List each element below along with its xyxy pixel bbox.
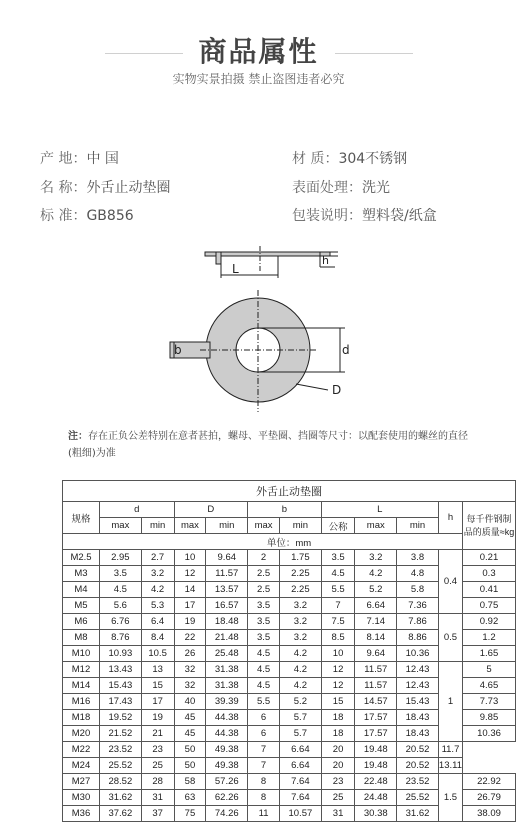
value-cell: 4.2: [141, 582, 174, 598]
value-cell: 0.21: [463, 550, 516, 566]
header-spec: 规格: [63, 502, 100, 534]
value-cell: 3.5: [248, 614, 280, 630]
value-cell: 0.41: [463, 582, 516, 598]
value-cell: 10: [321, 646, 355, 662]
value-cell: 58: [174, 774, 206, 790]
spec-table: [62, 480, 516, 822]
value-cell: 20: [321, 758, 355, 774]
value-cell: 17.57: [355, 726, 397, 742]
value-cell: 63: [174, 790, 206, 806]
spec-cell: M16: [63, 694, 100, 710]
value-cell: 20: [321, 742, 355, 758]
value-cell: 4.5: [248, 646, 280, 662]
value-cell: 2.25: [280, 582, 322, 598]
page-title: 商品属性: [198, 35, 319, 68]
value-cell: 18.48: [206, 614, 248, 630]
value-cell: 31.62: [100, 790, 142, 806]
value-cell: 1.2: [463, 630, 516, 646]
value-cell: 12: [174, 566, 206, 582]
value-cell: 3.5: [248, 630, 280, 646]
value-cell: 7: [248, 742, 280, 758]
subheader: max: [174, 518, 206, 534]
value-cell: 44.38: [206, 726, 248, 742]
value-cell: 26.79: [463, 790, 516, 806]
value-cell: 32: [174, 662, 206, 678]
value-cell: 20.52: [397, 758, 439, 774]
header-b: b: [248, 502, 322, 518]
value-cell: 57.26: [206, 774, 248, 790]
value-cell: 12.43: [397, 662, 439, 678]
value-cell: 7: [248, 758, 280, 774]
value-cell: 7.36: [397, 598, 439, 614]
value-cell: 10.36: [397, 646, 439, 662]
value-cell: 14.57: [355, 694, 397, 710]
value-cell: 24.48: [355, 790, 397, 806]
value-cell: 5.6: [100, 598, 142, 614]
attr-label: 表面处理：: [292, 180, 362, 196]
value-cell: 22.48: [355, 774, 397, 790]
value-cell: 8: [248, 774, 280, 790]
spec-cell: M4: [63, 582, 100, 598]
value-cell: 22.92: [463, 774, 516, 790]
value-cell: 4.2: [280, 678, 322, 694]
attr-origin: [40, 148, 119, 168]
label-b: b: [174, 343, 182, 357]
value-cell: 5.7: [280, 726, 322, 742]
value-cell: 22: [174, 630, 206, 646]
value-cell: 11.57: [206, 566, 248, 582]
value-cell: 19: [141, 710, 174, 726]
value-cell: 9.85: [463, 710, 516, 726]
value-cell: 20.52: [397, 742, 439, 758]
subheader: max: [248, 518, 280, 534]
value-cell: 8.86: [397, 630, 439, 646]
value-cell: 14: [174, 582, 206, 598]
subheader: min: [397, 518, 439, 534]
value-cell: 5.2: [280, 694, 322, 710]
value-cell: 17: [141, 694, 174, 710]
attr-value: 中 国: [86, 151, 119, 167]
attr-label: 名 称：: [40, 180, 87, 196]
value-cell: 10: [174, 550, 206, 566]
subheader: 公称: [321, 518, 355, 534]
value-cell: 5.5: [248, 694, 280, 710]
value-cell: 3.2: [280, 614, 322, 630]
value-cell: 4.5: [248, 678, 280, 694]
value-cell: 18: [321, 710, 355, 726]
value-cell: 2.7: [141, 550, 174, 566]
attr-value: 304不锈钢: [338, 151, 408, 167]
value-cell: 16.57: [206, 598, 248, 614]
spec-cell: M6: [63, 614, 100, 630]
spec-cell: M12: [63, 662, 100, 678]
attr-value: 外舌止动垫圈: [86, 180, 171, 196]
value-cell: 26: [174, 646, 206, 662]
value-cell: 45: [174, 710, 206, 726]
value-cell: 31.62: [397, 806, 439, 822]
spec-cell: M2.5: [63, 550, 100, 566]
value-cell: 1.75: [280, 550, 322, 566]
header-h: h: [438, 502, 462, 534]
table-row: [63, 550, 516, 566]
spec-cell: M10: [63, 646, 100, 662]
spec-cell: M8: [63, 630, 100, 646]
value-cell: 0.92: [463, 614, 516, 630]
value-cell: 4.65: [463, 678, 516, 694]
value-cell: 18: [321, 726, 355, 742]
label-h: h: [322, 254, 329, 267]
note-prefix: 注：: [68, 431, 88, 442]
value-cell: 17.43: [100, 694, 142, 710]
value-cell: 1.65: [463, 646, 516, 662]
value-cell: 6.76: [100, 614, 142, 630]
value-cell: 11.7: [438, 742, 462, 758]
value-cell: 7.64: [280, 774, 322, 790]
value-cell: 6.4: [141, 614, 174, 630]
attr-value: 塑料袋/纸盒: [362, 208, 437, 224]
value-cell: 21.52: [100, 726, 142, 742]
value-cell: 17: [174, 598, 206, 614]
value-cell: 15: [141, 678, 174, 694]
spec-cell: M14: [63, 678, 100, 694]
value-cell: 28: [141, 774, 174, 790]
value-cell: 2.25: [280, 566, 322, 582]
value-cell: 11.57: [355, 678, 397, 694]
value-cell: 7.5: [321, 614, 355, 630]
spec-cell: M36: [63, 806, 100, 822]
value-cell: 31.38: [206, 678, 248, 694]
value-cell: 5.7: [280, 710, 322, 726]
value-cell: 3.2: [141, 566, 174, 582]
value-cell: 5: [463, 662, 516, 678]
value-cell: 49.38: [206, 758, 248, 774]
h-value-cell: 0.5: [438, 614, 462, 662]
value-cell: 30.38: [355, 806, 397, 822]
attr-value: 洗光: [362, 180, 390, 196]
value-cell: 28.52: [100, 774, 142, 790]
spec-table-body: [63, 550, 516, 822]
washer-side-view: [205, 252, 330, 256]
value-cell: 15: [321, 694, 355, 710]
value-cell: 37: [141, 806, 174, 822]
value-cell: 9.64: [206, 550, 248, 566]
subheader: min: [141, 518, 174, 534]
header-D: D: [174, 502, 248, 518]
value-cell: 12: [321, 662, 355, 678]
h-value-cell: 0.4: [438, 550, 462, 614]
subheader: min: [206, 518, 248, 534]
spec-cell: M27: [63, 774, 100, 790]
value-cell: 44.38: [206, 710, 248, 726]
value-cell: 8.14: [355, 630, 397, 646]
value-cell: 9.64: [355, 646, 397, 662]
value-cell: 6.64: [280, 758, 322, 774]
value-cell: 11.57: [355, 662, 397, 678]
value-cell: 31: [141, 790, 174, 806]
value-cell: 2.5: [248, 582, 280, 598]
value-cell: 74.26: [206, 806, 248, 822]
value-cell: 3.8: [397, 550, 439, 566]
value-cell: 2: [248, 550, 280, 566]
value-cell: 37.62: [100, 806, 142, 822]
h-value-cell: 1.5: [438, 774, 462, 822]
table-caption: 外舌止动垫圈: [63, 481, 516, 502]
value-cell: 4.2: [280, 646, 322, 662]
value-cell: 8.4: [141, 630, 174, 646]
page-subtitle: 实物实景拍摄 禁止盗图违者必究: [172, 72, 345, 86]
attr-label: 包装说明：: [292, 208, 362, 224]
value-cell: 13.57: [206, 582, 248, 598]
attr-label: 标 准：: [40, 208, 87, 224]
spec-cell: M5: [63, 598, 100, 614]
value-cell: 18.43: [397, 726, 439, 742]
value-cell: 62.26: [206, 790, 248, 806]
value-cell: 19: [174, 614, 206, 630]
value-cell: 25.52: [397, 790, 439, 806]
value-cell: 19.52: [100, 710, 142, 726]
value-cell: 19.48: [355, 758, 397, 774]
value-cell: 4.2: [355, 566, 397, 582]
h-value-cell: 1: [438, 662, 462, 742]
value-cell: 7.86: [397, 614, 439, 630]
value-cell: 3.5: [248, 598, 280, 614]
value-cell: 4.8: [397, 566, 439, 582]
value-cell: 21.48: [206, 630, 248, 646]
value-cell: 25.52: [100, 758, 142, 774]
value-cell: 49.38: [206, 742, 248, 758]
note-text: [68, 428, 478, 462]
value-cell: 15.43: [397, 694, 439, 710]
note-body: 存在正负公差特别在意者甚拍，螺母、平垫圈、挡圈等尺寸：以配套使用的螺丝的直径(粗细)为准: [68, 431, 468, 459]
value-cell: 2.5: [248, 566, 280, 582]
value-cell: 7.64: [280, 790, 322, 806]
value-cell: 13.43: [100, 662, 142, 678]
value-cell: 32: [174, 678, 206, 694]
value-cell: 23: [141, 742, 174, 758]
value-cell: 4.5: [321, 566, 355, 582]
value-cell: 5.2: [355, 582, 397, 598]
spec-cell: M3: [63, 566, 100, 582]
value-cell: 12.43: [397, 678, 439, 694]
value-cell: 7.14: [355, 614, 397, 630]
value-cell: 17.57: [355, 710, 397, 726]
value-cell: 75: [174, 806, 206, 822]
value-cell: 3.2: [280, 630, 322, 646]
value-cell: 10.5: [141, 646, 174, 662]
header-L: L: [321, 502, 438, 518]
label-L: L: [232, 262, 239, 276]
value-cell: 23: [321, 774, 355, 790]
value-cell: 45: [174, 726, 206, 742]
value-cell: 3.2: [280, 598, 322, 614]
value-cell: 23.52: [397, 774, 439, 790]
value-cell: 4.5: [248, 662, 280, 678]
value-cell: 10.57: [280, 806, 322, 822]
value-cell: 8.76: [100, 630, 142, 646]
spec-cell: M24: [63, 758, 100, 774]
unit-label: 单位：mm: [63, 534, 516, 550]
value-cell: 0.75: [463, 598, 516, 614]
value-cell: 2.95: [100, 550, 142, 566]
value-cell: 25: [321, 790, 355, 806]
table-row: [63, 614, 516, 630]
value-cell: 6.64: [355, 598, 397, 614]
table-row: [63, 742, 516, 758]
value-cell: 50: [174, 758, 206, 774]
value-cell: 50: [174, 742, 206, 758]
attr-standard: [40, 205, 134, 225]
spec-cell: M18: [63, 710, 100, 726]
attr-label: 材 质：: [292, 151, 339, 167]
attr-packaging: [292, 205, 437, 225]
value-cell: 6: [248, 710, 280, 726]
value-cell: 31: [321, 806, 355, 822]
label-D: D: [332, 383, 342, 397]
value-cell: 3.5: [321, 550, 355, 566]
header-weight: 每千件钢制品的质量≈kg: [463, 502, 516, 550]
subheader: min: [280, 518, 322, 534]
value-cell: 12: [321, 678, 355, 694]
value-cell: 8: [248, 790, 280, 806]
value-cell: 4.2: [280, 662, 322, 678]
table-row: [63, 774, 516, 790]
spec-cell: M20: [63, 726, 100, 742]
subheader: max: [355, 518, 397, 534]
value-cell: 40: [174, 694, 206, 710]
value-cell: 10.36: [463, 726, 516, 742]
attr-name: [40, 177, 170, 197]
value-cell: 7.73: [463, 694, 516, 710]
value-cell: 4.5: [100, 582, 142, 598]
value-cell: 25.48: [206, 646, 248, 662]
value-cell: 3.2: [355, 550, 397, 566]
value-cell: 38.09: [463, 806, 516, 822]
value-cell: 7: [321, 598, 355, 614]
value-cell: 13: [141, 662, 174, 678]
value-cell: 18.43: [397, 710, 439, 726]
table-row: [63, 758, 516, 774]
attr-value: GB856: [86, 208, 134, 224]
attr-material: [292, 148, 407, 168]
value-cell: 5.5: [321, 582, 355, 598]
value-cell: 10.93: [100, 646, 142, 662]
value-cell: 21: [141, 726, 174, 742]
value-cell: 11: [248, 806, 280, 822]
value-cell: 6.64: [280, 742, 322, 758]
spec-cell: M22: [63, 742, 100, 758]
washer-technical-drawing: [150, 242, 360, 417]
value-cell: 31.38: [206, 662, 248, 678]
washer-tab-side: [216, 252, 221, 264]
label-d: d: [342, 343, 350, 357]
value-cell: 3.5: [100, 566, 142, 582]
value-cell: 23.52: [100, 742, 142, 758]
value-cell: 5.3: [141, 598, 174, 614]
subheader: max: [100, 518, 142, 534]
spec-cell: M30: [63, 790, 100, 806]
value-cell: 15.43: [100, 678, 142, 694]
value-cell: 6: [248, 726, 280, 742]
value-cell: 5.8: [397, 582, 439, 598]
value-cell: 19.48: [355, 742, 397, 758]
table-row: [63, 662, 516, 678]
value-cell: 8.5: [321, 630, 355, 646]
value-cell: 13.11: [438, 758, 462, 774]
value-cell: 39.39: [206, 694, 248, 710]
header-d: d: [100, 502, 175, 518]
attr-surface: [292, 177, 390, 197]
value-cell: 0.3: [463, 566, 516, 582]
value-cell: 25: [141, 758, 174, 774]
attr-label: 产 地：: [40, 151, 87, 167]
